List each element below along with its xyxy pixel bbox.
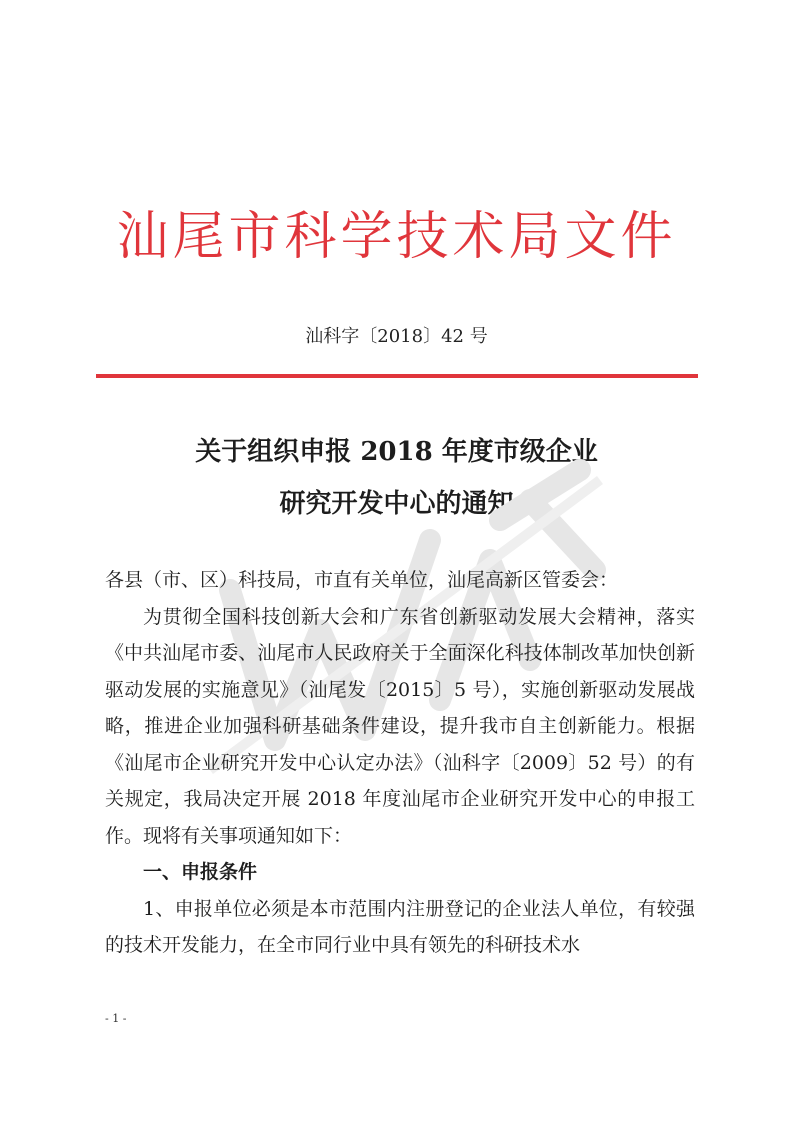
paragraph-2: 1、申报单位必须是本市范围内注册登记的企业法人单位，有较强的技术开发能力，在全市同行业中具有领先的科研技术水: [105, 897, 695, 956]
paragraph-1: 为贯彻全国科技创新大会和广东省创新驱动发展大会精神，落实《中共汕尾市委、汕尾市人民政府关于全面深化科技体制改革加快创新驱动发展的实施意见》（汕尾发〔2015〕5 号），实施创新驱动发展战略，推进企业加强科研基础条件建设，提升我市自主创新能力。根据《汕尾市企业研究开发中心认定办法》（汕科字〔2009〕52 号）的有关规定，我局决定开展 2018 年度汕尾市企业研究开发中心的申报工作。现将有关事项通知如下：: [105, 605, 695, 847]
salutation: 各县（市、区）科技局，市直有关单位，汕尾高新区管委会：: [105, 569, 619, 591]
document-number: 汕科字〔2018〕42 号: [305, 326, 488, 347]
notice-body: [105, 562, 695, 964]
page-number: - 1 -: [105, 1012, 127, 1025]
notice-title: [0, 426, 793, 530]
notice-title-line-2: 研究开发中心的通知: [279, 489, 514, 519]
issuer-title: 汕尾市科学技术局文件: [116, 207, 677, 267]
notice-title-line-1: 关于组织申报 2018 年度市级企业: [195, 437, 598, 467]
section-heading-1: 一、申报条件: [143, 861, 258, 883]
red-divider-line: [96, 374, 698, 378]
